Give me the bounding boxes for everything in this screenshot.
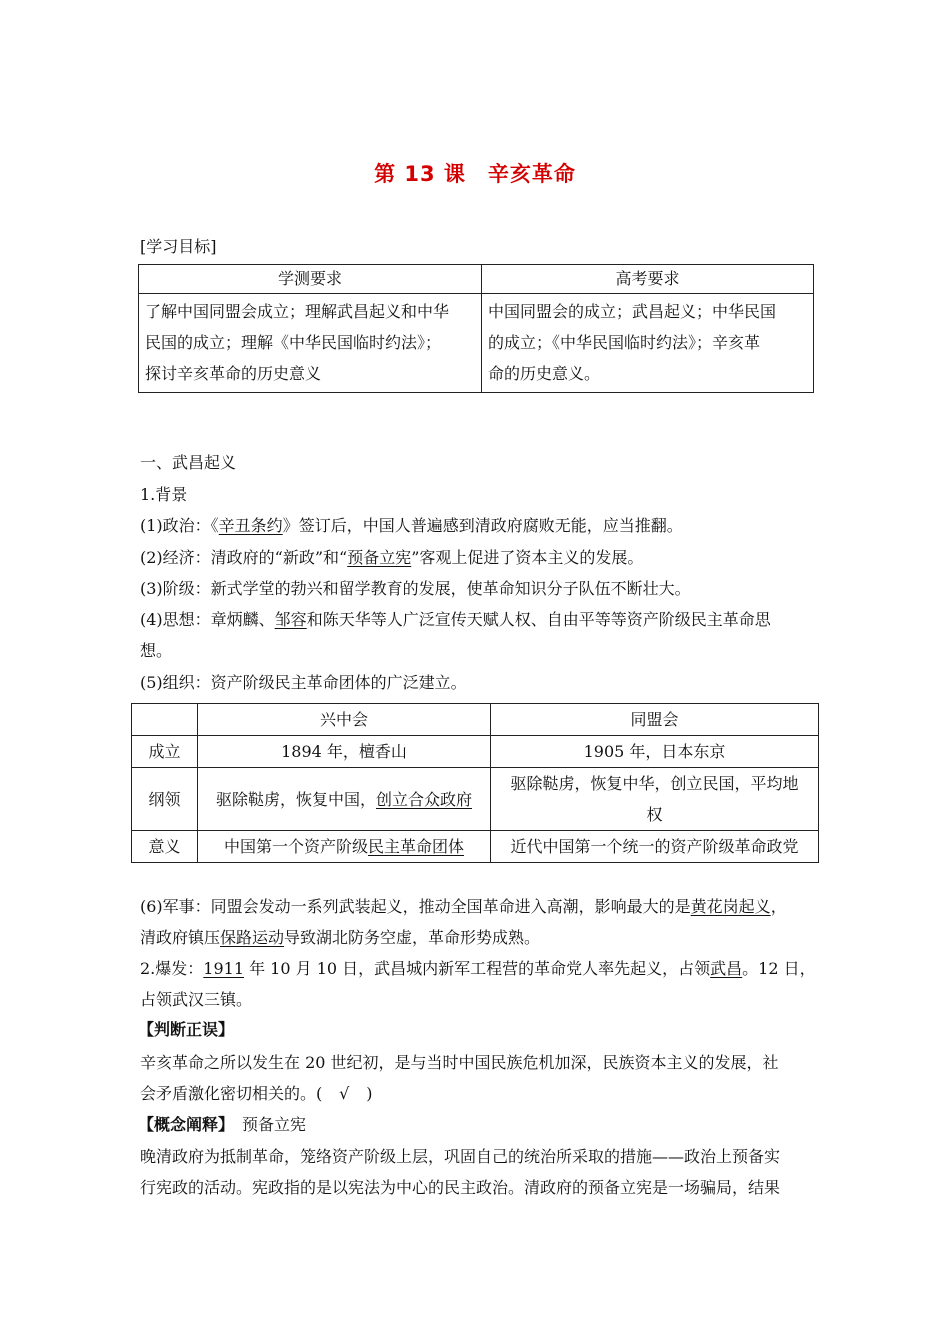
outbreak-line-2: 占领武汉三镇。 — [140, 990, 253, 1009]
text: ， — [770, 897, 787, 916]
goals-basic-line: 探讨辛亥革命的历史意义 — [145, 364, 322, 383]
section-heading: 一、武昌起义 — [140, 453, 237, 472]
concept-line — [138, 1114, 306, 1136]
org-header-tongmenghui: 同盟会 — [491, 704, 819, 736]
judge-label: 【判断正误】 — [138, 1020, 235, 1039]
program-xingzhonghui — [198, 768, 491, 831]
lesson-number: 第 13 课 — [374, 162, 466, 186]
text: ) — [366, 1084, 373, 1103]
program-tongmenghui — [491, 768, 819, 831]
outbreak-line — [140, 958, 816, 980]
significance-xingzhonghui — [198, 831, 491, 863]
concept-term: 预备立宪 — [242, 1115, 307, 1134]
org-header-xingzhonghui: 兴中会 — [198, 704, 491, 736]
class-line: (3)阶级：新式学堂的勃兴和留学教育的发展，使革命知识分子队伍不断壮大。 — [140, 579, 691, 598]
thought-line — [140, 609, 771, 631]
underlined-term: 保路运动 — [220, 928, 285, 947]
judge-line-2 — [140, 1083, 373, 1105]
goals-basic-line: 民国的成立；理解《中华民国临时约法》； — [145, 333, 442, 352]
text: 权 — [646, 805, 663, 824]
founding-xingzhonghui: 1894 年，檀香山 — [198, 736, 491, 768]
politics-line — [140, 515, 683, 537]
org-header-blank — [132, 704, 198, 736]
text: 2.爆发： — [140, 959, 204, 978]
text: (2)经济：清政府的“新政”和“ — [140, 548, 348, 567]
underlined-term: 邹容 — [274, 610, 307, 629]
text: 年 10 月 10 日，武昌城内新军工程营的革命党人率先起义，占领 — [244, 959, 711, 978]
check-mark: √ — [339, 1084, 350, 1103]
text: 驱除鞑虏，恢复中华，创立民国，平均地 — [510, 774, 799, 793]
thought-line-2: 想。 — [140, 641, 173, 660]
concept-text-2: 行宪政的活动。宪政指的是以宪法为中心的民主政治。清政府的预备立宪是一场骗局，结果 — [140, 1178, 781, 1197]
judge-line: 辛亥革命之所以发生在 20 世纪初，是与当时中国民族危机加深，民族资本主义的发展，社 — [140, 1053, 779, 1072]
text: ”客观上促进了资本主义的发展。 — [411, 548, 644, 567]
text: 清政府镇压 — [140, 928, 221, 947]
goals-gaokao-line: 的成立；《中华民国临时约法》；辛亥革 — [488, 333, 761, 352]
text: 导致湖北防务空虚，革命形势成熟。 — [284, 928, 541, 947]
goals-gaokao-cell — [482, 294, 814, 393]
organizations-table — [131, 703, 819, 863]
text: (1)政治：《 — [140, 516, 219, 535]
goals-gaokao-line: 中国同盟会的成立；武昌起义；中华民国 — [488, 302, 777, 321]
lesson-name: 辛亥革命 — [487, 162, 576, 186]
text: 。12 日， — [742, 959, 816, 978]
goals-table — [138, 264, 814, 393]
text: 》签订后，中国人普遍感到清政府腐败无能，应当推翻。 — [282, 516, 683, 535]
text: (4)思想：章炳麟、 — [140, 610, 275, 629]
underlined-term: 辛丑条约 — [218, 516, 283, 535]
underlined-term: 1911 — [203, 959, 244, 978]
economy-line — [140, 547, 643, 569]
background-heading: 1.背景 — [140, 485, 188, 504]
underlined-term: 创立合众政府 — [376, 789, 473, 809]
text: 和陈天华等人广泛宣传天赋人权、自由平等等资产阶级民主革命思 — [306, 610, 771, 629]
goals-header-basic: 学测要求 — [139, 265, 482, 294]
row-label: 成立 — [132, 736, 198, 768]
organization-line: (5)组织：资产阶级民主革命团体的广泛建立。 — [140, 673, 467, 692]
page-title — [0, 158, 950, 188]
military-line — [140, 896, 787, 918]
row-label: 意义 — [132, 831, 198, 863]
text: 中国第一个资产阶级 — [223, 837, 368, 856]
objectives-label: [学习目标] — [140, 237, 217, 256]
concept-label: 【概念阐释】 — [138, 1115, 235, 1134]
underlined-term: 预备立宪 — [347, 548, 412, 567]
concept-text: 晚清政府为抵制革命，笼络资产阶级上层，巩固自己的统治所采取的措施——政治上预备实 — [140, 1147, 781, 1166]
underlined-term: 民主革命团体 — [368, 837, 465, 856]
goals-gaokao-line: 命的历史意义。 — [488, 364, 601, 383]
underlined-term: 黄花岗起义 — [690, 897, 771, 916]
text: (6)军事：同盟会发动一系列武装起义，推动全国革命进入高潮，影响最大的是 — [140, 897, 691, 916]
underlined-term: 武昌 — [710, 959, 743, 978]
text: 驱除鞑虏，恢复中国， — [215, 789, 376, 809]
military-line-2 — [140, 927, 540, 949]
significance-tongmenghui: 近代中国第一个统一的资产阶级革命政党 — [491, 831, 819, 863]
row-label: 纲领 — [132, 768, 198, 831]
founding-tongmenghui: 1905 年，日本东京 — [491, 736, 819, 768]
goals-header-gaokao: 高考要求 — [482, 265, 814, 294]
goals-basic-line: 了解中国同盟会成立；理解武昌起义和中华 — [145, 302, 450, 321]
goals-basic-cell — [139, 294, 482, 393]
text: 会矛盾激化密切相关的。( — [140, 1084, 323, 1103]
